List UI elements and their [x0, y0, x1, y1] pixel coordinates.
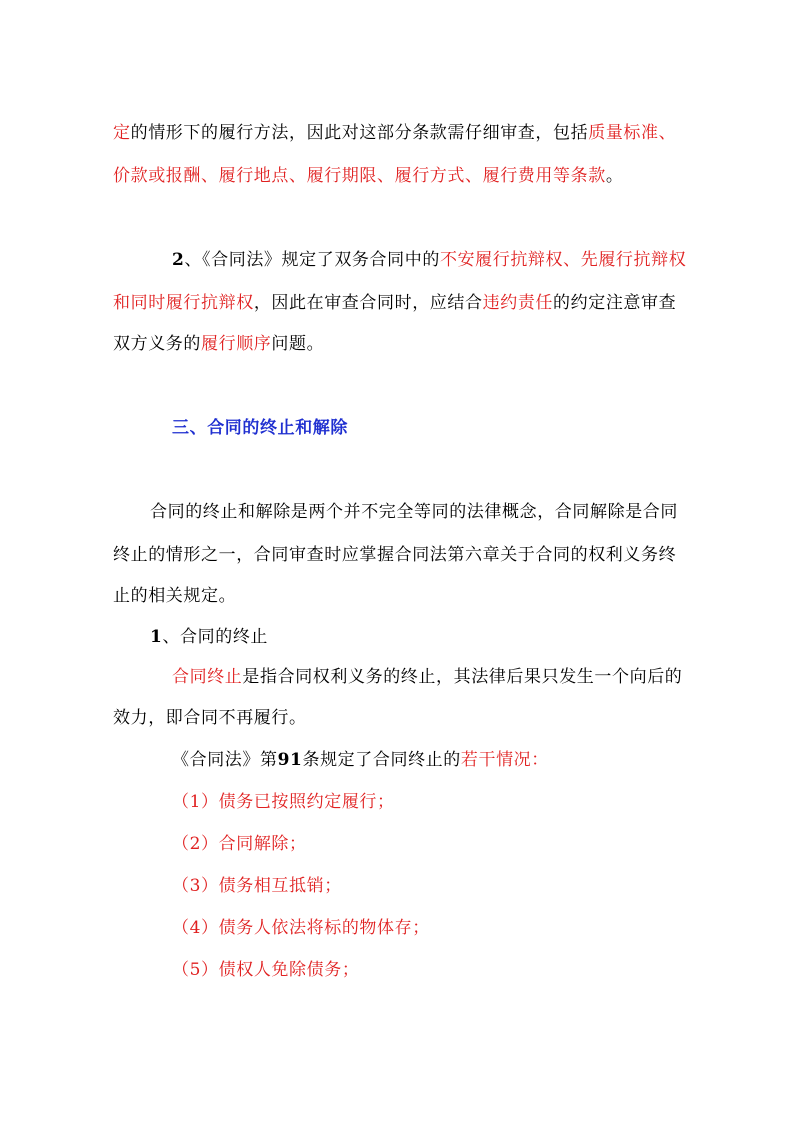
body-text: 的情形下的履行方法，因此对这部分条款需仔细审查，包括 — [130, 123, 589, 143]
section-heading: 三、合同的终止和解除 — [172, 418, 348, 438]
body-text: 是指合同权利义务的终止，其法律后果只发生一个向后的 — [242, 667, 683, 687]
list-item: （2）合同解除； — [172, 834, 307, 854]
para5-line — [172, 750, 549, 770]
red-text: 违约责任 — [482, 293, 554, 313]
list-item: （5）债权人免除债务； — [172, 960, 360, 980]
body-text: 问题。 — [271, 334, 325, 354]
red-text: 履行顺序 — [201, 334, 272, 354]
para3-line1: 合同的终止和解除是两个并不完全等同的法律概念，合同解除是合同 — [150, 502, 678, 522]
para2-line2 — [113, 293, 676, 313]
number-text: 91 — [277, 750, 303, 770]
para1-line1 — [113, 123, 676, 143]
para1-line2 — [113, 166, 623, 186]
para2-line3 — [113, 334, 324, 354]
body-text: ，因此在审查合同时，应结合 — [253, 293, 483, 313]
body-text: 、合同的终止 — [162, 627, 269, 647]
red-text: 不安履行抗辩权、先履行抗辩权 — [439, 250, 687, 270]
red-text: 和同时履行抗辩权 — [113, 293, 254, 313]
body-text: 双方义务的 — [113, 334, 201, 354]
red-text: 若干情况： — [460, 750, 549, 770]
para4-line1 — [172, 667, 682, 687]
para2-line1 — [172, 250, 686, 270]
red-text: 定 — [113, 123, 131, 143]
number-text: 2 — [172, 250, 185, 270]
list-item: （3）债务相互抵销； — [172, 876, 342, 896]
red-text: 价款或报酬、履行地点、履行期限、履行方式、履行费用等条款 — [113, 166, 606, 186]
list-item: （1）债务已按照约定履行； — [172, 792, 395, 812]
red-text: 质量标准、 — [588, 123, 677, 143]
number-text: 1 — [150, 627, 163, 647]
list-item: （4）债务人依法将标的物体存； — [172, 918, 430, 938]
body-text: 。 — [605, 166, 624, 186]
para4-line2: 效力，即合同不再履行。 — [113, 708, 307, 728]
subheading-1 — [150, 627, 268, 647]
body-text: 、《合同法》规定了双务合同中的 — [184, 250, 440, 270]
para3-line3: 止的相关规定。 — [113, 586, 237, 606]
body-text: 条规定了合同终止的 — [302, 750, 461, 770]
body-text: 的约定注意审查 — [553, 293, 677, 313]
para3-line2: 终止的情形之一，合同审查时应掌握合同法第六章关于合同的权利义务终 — [113, 545, 677, 565]
red-text: 合同终止 — [172, 667, 243, 687]
body-text: 《合同法》第 — [172, 750, 278, 770]
